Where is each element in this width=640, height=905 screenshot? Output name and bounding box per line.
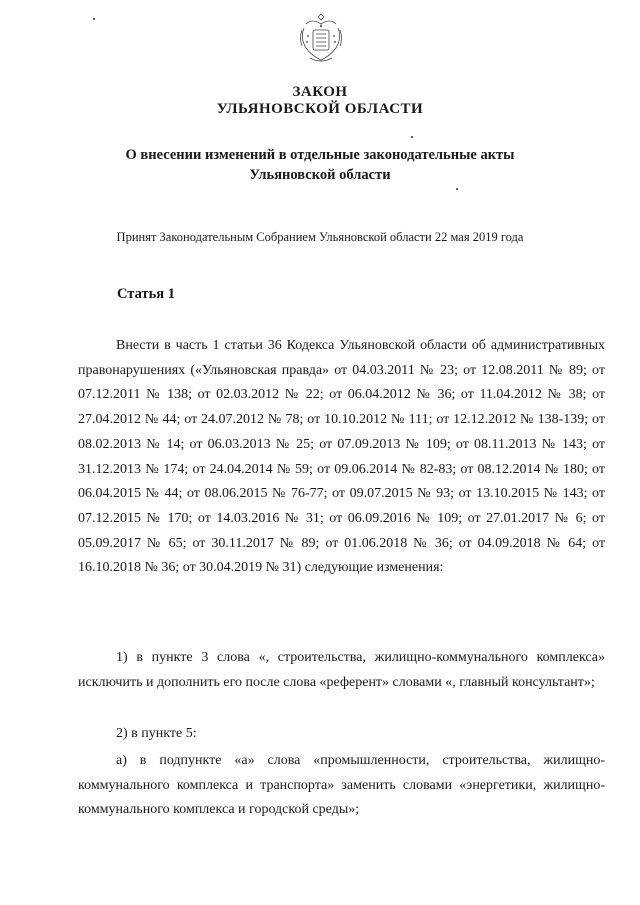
adoption-note: Принят Законодательным Собранием Ульяновской области 22 мая 2019 года [116,230,524,244]
scan-speck [456,188,458,190]
article-paragraph: Внести в часть 1 статьи 36 Кодекса Ульяновской области об административных правонарушениях («Ульяновская правда» от 04.03.2011 № 23; от 12.08.2011 № 89; от 07.12.2011 № 138; от 02.03.2012 № 22; от 06.04.2012 № 36; от 11.04.2012 № 38; от 27.04.2012 № 44; от 24.07.2012 № 78; от 10.10.2012 № 111; от 12.12.2012 № 138-139; от 08.02.2013 № 14; от 06.03.2013 № 25; от 07.09.2013 № 109; от 08.11.2013 № 143; от 31.12.2013 № 174; от 24.04.2014 № 59; от 09.06.2014 № 82-83; от 08.12.2014 № 180; от 06.04.2015 № 44; от 08.06.2015 № 76-77; от 09.07.2015 № 93; от 13.10.2015 № 143; от 07.12.2015 № 170; от 14.03.2016 № 31; от 06.09.2016 № 109; от 27.01.2017 № 6; от 05.09.2017 № 65; от 30.11.2017 № 89; от 01.06.2018 № 36; от 04.09.2018 № 64; от 16.10.2018 № 36; от 30.04.2019 № 31) следующие изменения: [78,338,605,576]
law-subject-line2: Ульяновской области [249,167,391,183]
article-paragraph: 2) в пункте 5: [116,726,197,741]
article-heading: Статья 1 [117,286,175,302]
scan-speck [411,136,413,138]
scan-speck [93,18,95,20]
article-paragraph: а) в подпункте «а» слова «промышленности, строительства, жилищно-коммунального комплекса и транспорта» заменить словами «энергетики, жилищно-коммунального комплекса и городской среды»; [78,753,605,818]
law-region: УЛЬЯНОВСКОЙ ОБЛАСТИ [216,101,424,117]
law-subject-line1: О внесении изменений в отдельные законодательные акты [125,147,515,163]
law-title: ЗАКОН [292,84,348,100]
article-paragraph: 1) в пункте 3 слова «, строительства, жилищно-коммунального комплекса» исключить и дополнить его после слова «референт» словами «, главный консультант»; [78,650,605,690]
coat-of-arms-icon [296,10,346,66]
